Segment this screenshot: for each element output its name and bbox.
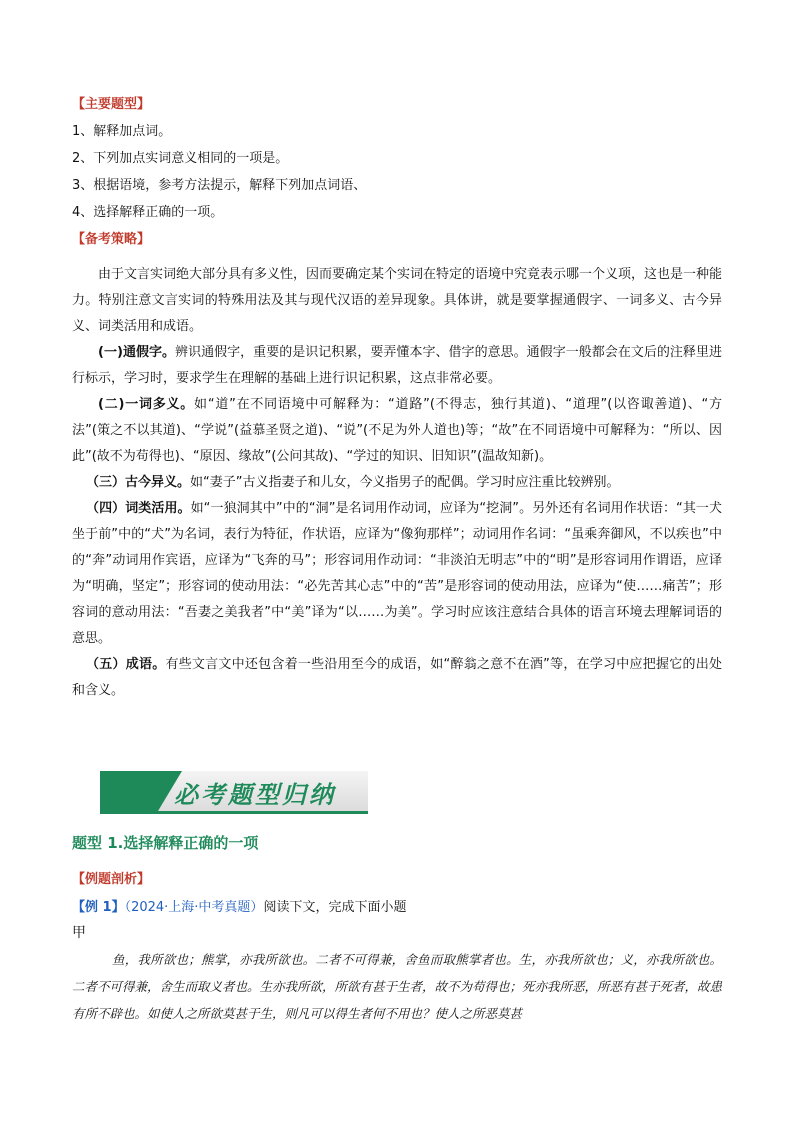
example-source: （2024·上海·中考真题） <box>124 900 264 915</box>
point-4-text: 如“一狼洞其中”中的“洞”是名词用作动词，应译为“挖洞”。另外还有名词用作状语：“其一犬坐于前”中的“犬”为名词，表行为特征，作状语，应译为“像狗那样”；动词用作名词：“虽乘奔御风，不以疾也”中的“奔”动词用作宾语，应译为“飞奔的马”；形容词用作动词：“非淡泊无明志”中的“明”是形容词用作谓语，应译为“明确，坚定”；形容词的使动用法：“必先苦其心志”中的“苦”是形容词的使动用法，应译为“使……痛苦”；形容词的意动用法：“吾妻之美我者”中“美”译为“以……为美”。学习时应该注意结合具体的语言环境去理解词语的意思。 <box>72 501 722 646</box>
section-banner <box>100 771 370 815</box>
point-1-text: 辨识通假字，重要的是识记积累，要弄懂本字、借字的意思。通假字一般都会在文后的注释里进行标示，学习时，要求学生在理解的基础上进行识记积累，这点非常必要。 <box>72 345 722 386</box>
example-prompt: 阅读下文，完成下面小题 <box>263 900 407 915</box>
main-types-heading: 【主要题型】 <box>72 97 151 112</box>
strategy-intro: 由于文言实词绝大部分具有多义性，因而要确定某个实词在特定的语境中究竟表示哪一个义项，这也是一种能力。特别注意文言实词的特殊用法及其与现代汉语的差异现象。具体讲，就是要掌握通假字、一词多义、古今异义、词类活用和成语。 <box>72 267 723 334</box>
point-1-label: (一)通假字。 <box>98 345 176 360</box>
passage-text: 鱼，我所欲也；熊掌，亦我所欲也。二者不可得兼，舍鱼而取熊掌者也。生，亦我所欲也；义，亦我所欲也。二者不可得兼，舍生而取义者也。生亦我所欲，所欲有甚于生者，故不为苟得也；死亦我所恶，所恶有甚于死者，故患有所不辟也。如使人之所欲莫甚于生，则凡可以得生者何不用也？使人之所恶莫甚 <box>72 952 723 1021</box>
point-5-label: （五）成语。 <box>86 657 166 672</box>
point-2-label: (二)一词多义。 <box>98 397 195 412</box>
point-3-label: （三）古今异义。 <box>86 475 191 490</box>
banner-title: 必考题型归纳 <box>174 780 336 809</box>
passage-label: 甲 <box>72 925 86 941</box>
question-type-title: 题型 1.选择解释正确的一项 <box>72 834 259 852</box>
classical-passage <box>72 946 722 1027</box>
analysis-heading: 【例题剖析】 <box>72 872 151 887</box>
main-type-item-2: 2、下列加点实词意义相同的一项是。 <box>72 151 289 166</box>
main-type-item-3: 3、根据语境，参考方法提示，解释下列加点词语、 <box>72 178 367 193</box>
example-line <box>72 896 406 915</box>
main-type-item-1: 1、解释加点词。 <box>72 124 172 139</box>
banner-accent-block <box>100 771 158 811</box>
strategy-body <box>72 262 722 704</box>
point-5-text: 有些文言文中还包含着一些沿用至今的成语，如“醉翁之意不在酒”等，在学习中应把握它的出处和含义。 <box>72 657 722 698</box>
main-type-item-4: 4、选择解释正确的一项。 <box>72 205 224 220</box>
strategy-heading: 【备考策略】 <box>72 232 151 247</box>
point-2-text: 如“道”在不同语境中可解释为：“道路”(不得志，独行其道)、“道理”(以咨诹善道)、“方法”(策之不以其道)、“学说”(益慕圣贤之道)、“说”(不足为外人道也)等；“故”在不同语境中可解释为：“所以、因此”(故不为苟得也)、“原因、缘故”(公问其故)、“学过的知识、旧知识”(温故知新)。 <box>72 397 722 464</box>
point-3-text: 如“妻子”古义指妻子和儿女，今义指男子的配偶。学习时应注重比较辨别。 <box>190 475 620 490</box>
point-4-label: （四）词类活用。 <box>86 501 191 516</box>
example-tag: 【例 1】 <box>72 900 125 915</box>
